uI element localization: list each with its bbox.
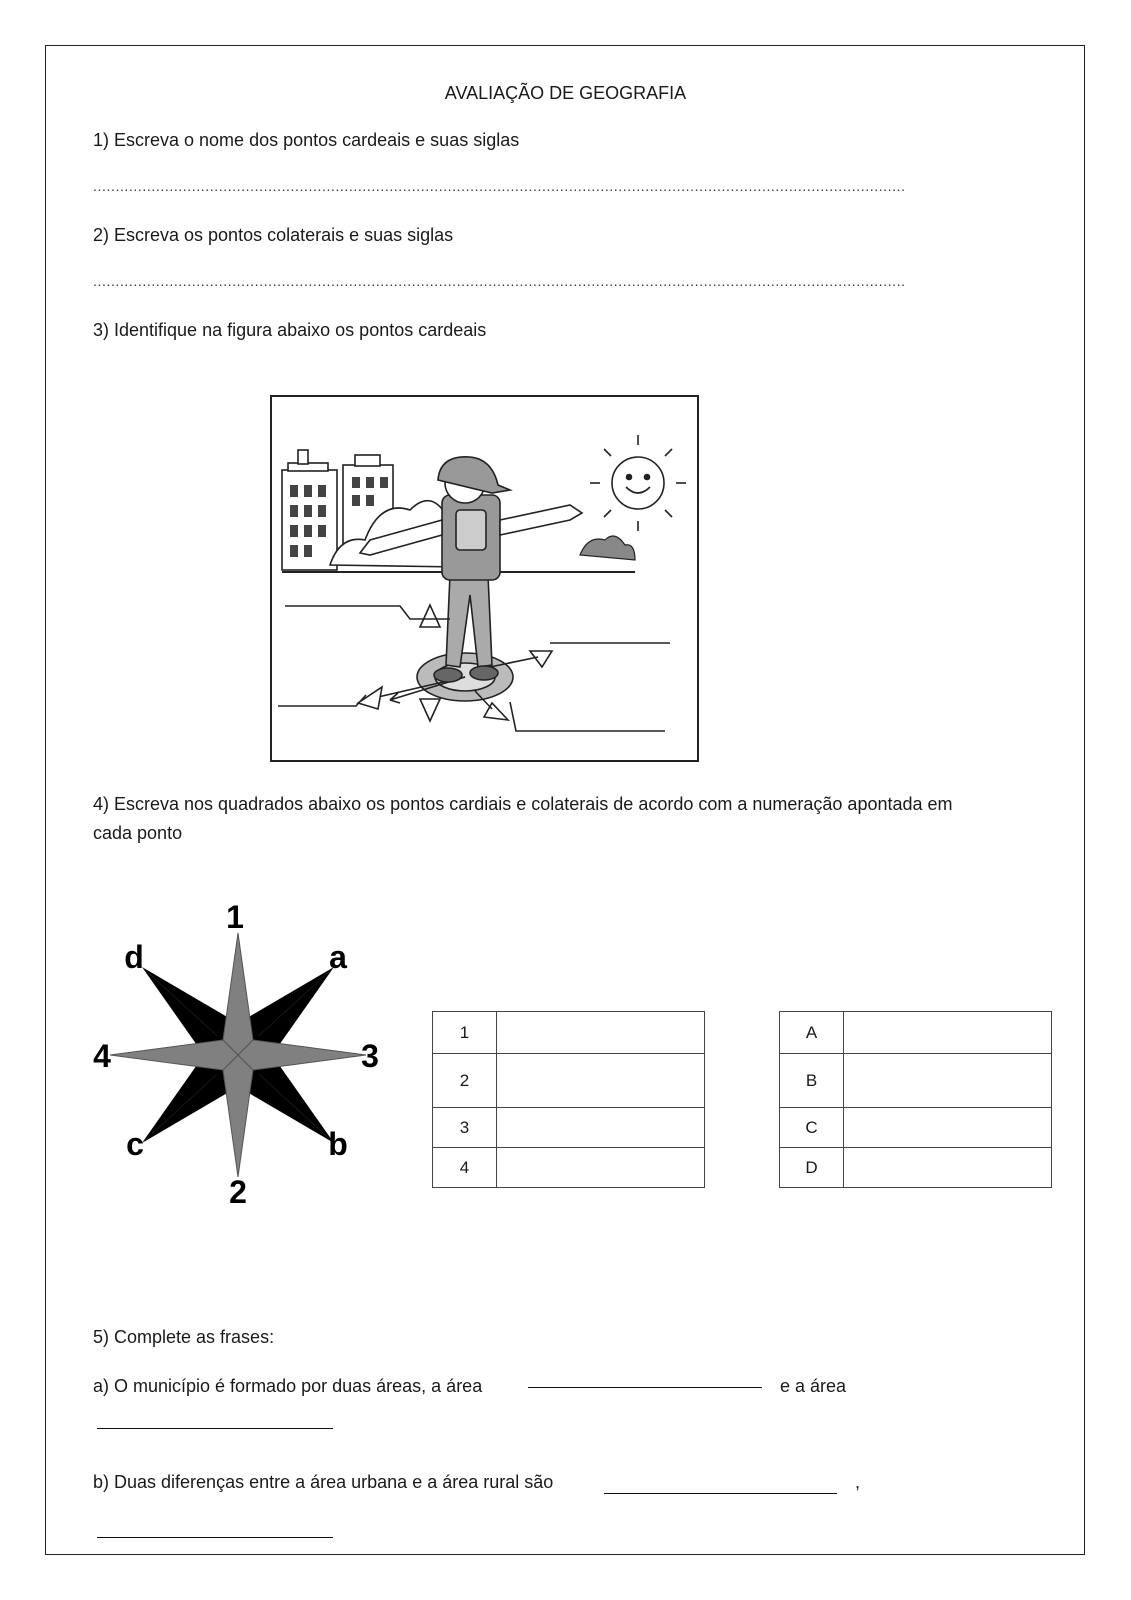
boy-compass-illustration: [270, 395, 700, 763]
table-answer-cell[interactable]: [497, 1148, 705, 1188]
compass-rose: [88, 895, 388, 1215]
compass-label-2: 2: [229, 1174, 247, 1210]
table-cell-label: A: [780, 1012, 844, 1054]
answer-blank-5a-1[interactable]: [528, 1387, 762, 1388]
table-answer-cell[interactable]: [844, 1054, 1052, 1108]
table-answer-cell[interactable]: [497, 1108, 705, 1148]
question-5a-part-2: e a área: [780, 1376, 847, 1396]
answer-blank-5a-2[interactable]: [97, 1428, 333, 1429]
compass-label-1: 1: [226, 899, 244, 935]
table-answer-cell[interactable]: [497, 1054, 705, 1108]
table-cell-label: 4: [433, 1148, 497, 1188]
question-4-line-2: cada ponto: [93, 823, 183, 843]
question-4-line-1: 4) Escreva nos quadrados abaixo os pontos cardiais e colaterais de acordo com a numeração apontada em: [93, 794, 953, 814]
compass-label-d: d: [124, 939, 144, 975]
answer-table-numbers: [432, 1011, 705, 1188]
answer-blank-5b-1[interactable]: [604, 1493, 837, 1494]
question-5b-part-1: b) Duas diferenças entre a área urbana e a área rural são: [93, 1472, 554, 1492]
table-cell-label: C: [780, 1108, 844, 1148]
table-answer-cell[interactable]: [844, 1108, 1052, 1148]
answer-blank-5b-2[interactable]: [97, 1537, 333, 1538]
table-cell-label: D: [780, 1148, 844, 1188]
compass-label-3: 3: [361, 1038, 379, 1074]
table-answer-cell[interactable]: [844, 1148, 1052, 1188]
compass-label-b: b: [328, 1126, 348, 1162]
answer-table-letters: [779, 1011, 1052, 1188]
page-title: AVALIAÇÃO DE GEOGRAFIA: [444, 83, 687, 103]
answer-line-1[interactable]: .....................................................................................................................................................................................: [93, 178, 906, 194]
table-cell-label: 3: [433, 1108, 497, 1148]
compass-label-a: a: [329, 939, 347, 975]
question-5b-comma: ,: [855, 1472, 861, 1492]
table-cell-label: B: [780, 1054, 844, 1108]
compass-label-4: 4: [93, 1038, 111, 1074]
table-cell-label: 2: [433, 1054, 497, 1108]
table-answer-cell[interactable]: [497, 1012, 705, 1054]
question-1: 1) Escreva o nome dos pontos cardeais e suas siglas: [93, 130, 520, 150]
table-cell-label: 1: [433, 1012, 497, 1054]
compass-label-c: c: [126, 1126, 144, 1162]
question-5: 5) Complete as frases:: [93, 1327, 275, 1347]
table-answer-cell[interactable]: [844, 1012, 1052, 1054]
question-5a-part-1: a) O município é formado por duas áreas, a área: [93, 1376, 483, 1396]
question-3: 3) Identifique na figura abaixo os pontos cardeais: [93, 320, 487, 340]
answer-line-2[interactable]: .....................................................................................................................................................................................: [93, 273, 906, 289]
question-2: 2) Escreva os pontos colaterais e suas siglas: [93, 225, 454, 245]
